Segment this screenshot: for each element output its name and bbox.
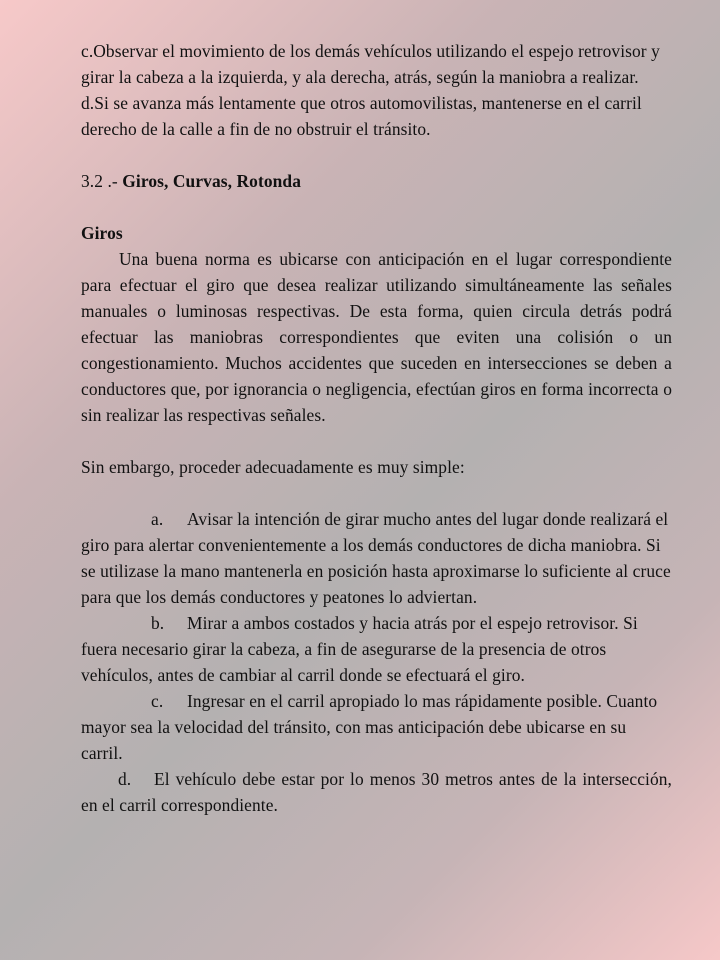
section-title: Giros, Curvas, Rotonda: [122, 171, 301, 191]
spacer: [81, 428, 672, 454]
step-a-text: Avisar la intención de girar mucho antes del lugar donde realizará el giro para alertar convenientemente a los demás conductores de dicha maniobra. Si se utilizase la mano mantenerla en posición hasta aproximarse lo suficiente al cruce para que los demás conductores y peatones lo adviertan.: [81, 509, 671, 607]
giros-paragraph: Una buena norma es ubicarse con anticipación en el lugar correspondiente para efectuar el giro que desea realizar utilizando simultáneamente las señales manuales o luminosas respectivas. De esta forma, quien circula detrás podrá efectuar las maniobras correspondientes que eviten una colisión o un congestionamiento. Muchos accidentes que suceden en intersecciones se deben a conductores que, por ignorancia o negligencia, efectúan giros en forma incorrecta o sin realizar las respectivas señales.: [81, 249, 672, 425]
step-d: [81, 766, 672, 818]
spacer: [81, 194, 672, 220]
spacer: [81, 142, 672, 168]
intro-item-d: d.Si se avanza más lentamente que otros automovilistas, mantenerse en el carril derecho de la calle a fin de no obstruir el tránsito.: [81, 93, 642, 139]
step-a: [81, 506, 672, 610]
step-c: [81, 688, 672, 766]
step-c-label: c.: [151, 691, 164, 711]
step-b: [81, 610, 672, 688]
section-number: 3.2 .-: [81, 171, 123, 191]
giros-lead: Sin embargo, proceder adecuadamente es muy simple:: [81, 457, 465, 477]
step-b-label: b.: [151, 613, 165, 633]
spacer: [81, 493, 672, 506]
step-b-text: Mirar a ambos costados y hacia atrás por el espejo retrovisor. Si fuera necesario girar la cabeza, a fin de asegurarse de la presencia de otros vehículos, antes de cambiar al carril donde se efectuará el giro.: [81, 613, 638, 685]
intro-item-c: c.Observar el movimiento de los demás vehículos utilizando el espejo retrovisor y girar la cabeza a la izquierda, y ala derecha, atrás, según la maniobra a realizar.: [81, 41, 660, 87]
step-d-text: El vehículo debe estar por lo menos 30 metros antes de la intersección, en el carril correspondiente.: [81, 769, 672, 815]
step-d-label: d.: [118, 769, 132, 789]
subsection-heading-giros: Giros: [81, 223, 123, 243]
slide-content: [81, 38, 672, 818]
step-c-text: Ingresar en el carril apropiado lo mas rápidamente posible. Cuanto mayor sea la velocidad del tránsito, con mas anticipación debe ubicarse en su carril.: [81, 691, 658, 763]
section-heading: [81, 168, 672, 194]
spacer: [81, 480, 672, 493]
step-a-label: a.: [151, 509, 164, 529]
